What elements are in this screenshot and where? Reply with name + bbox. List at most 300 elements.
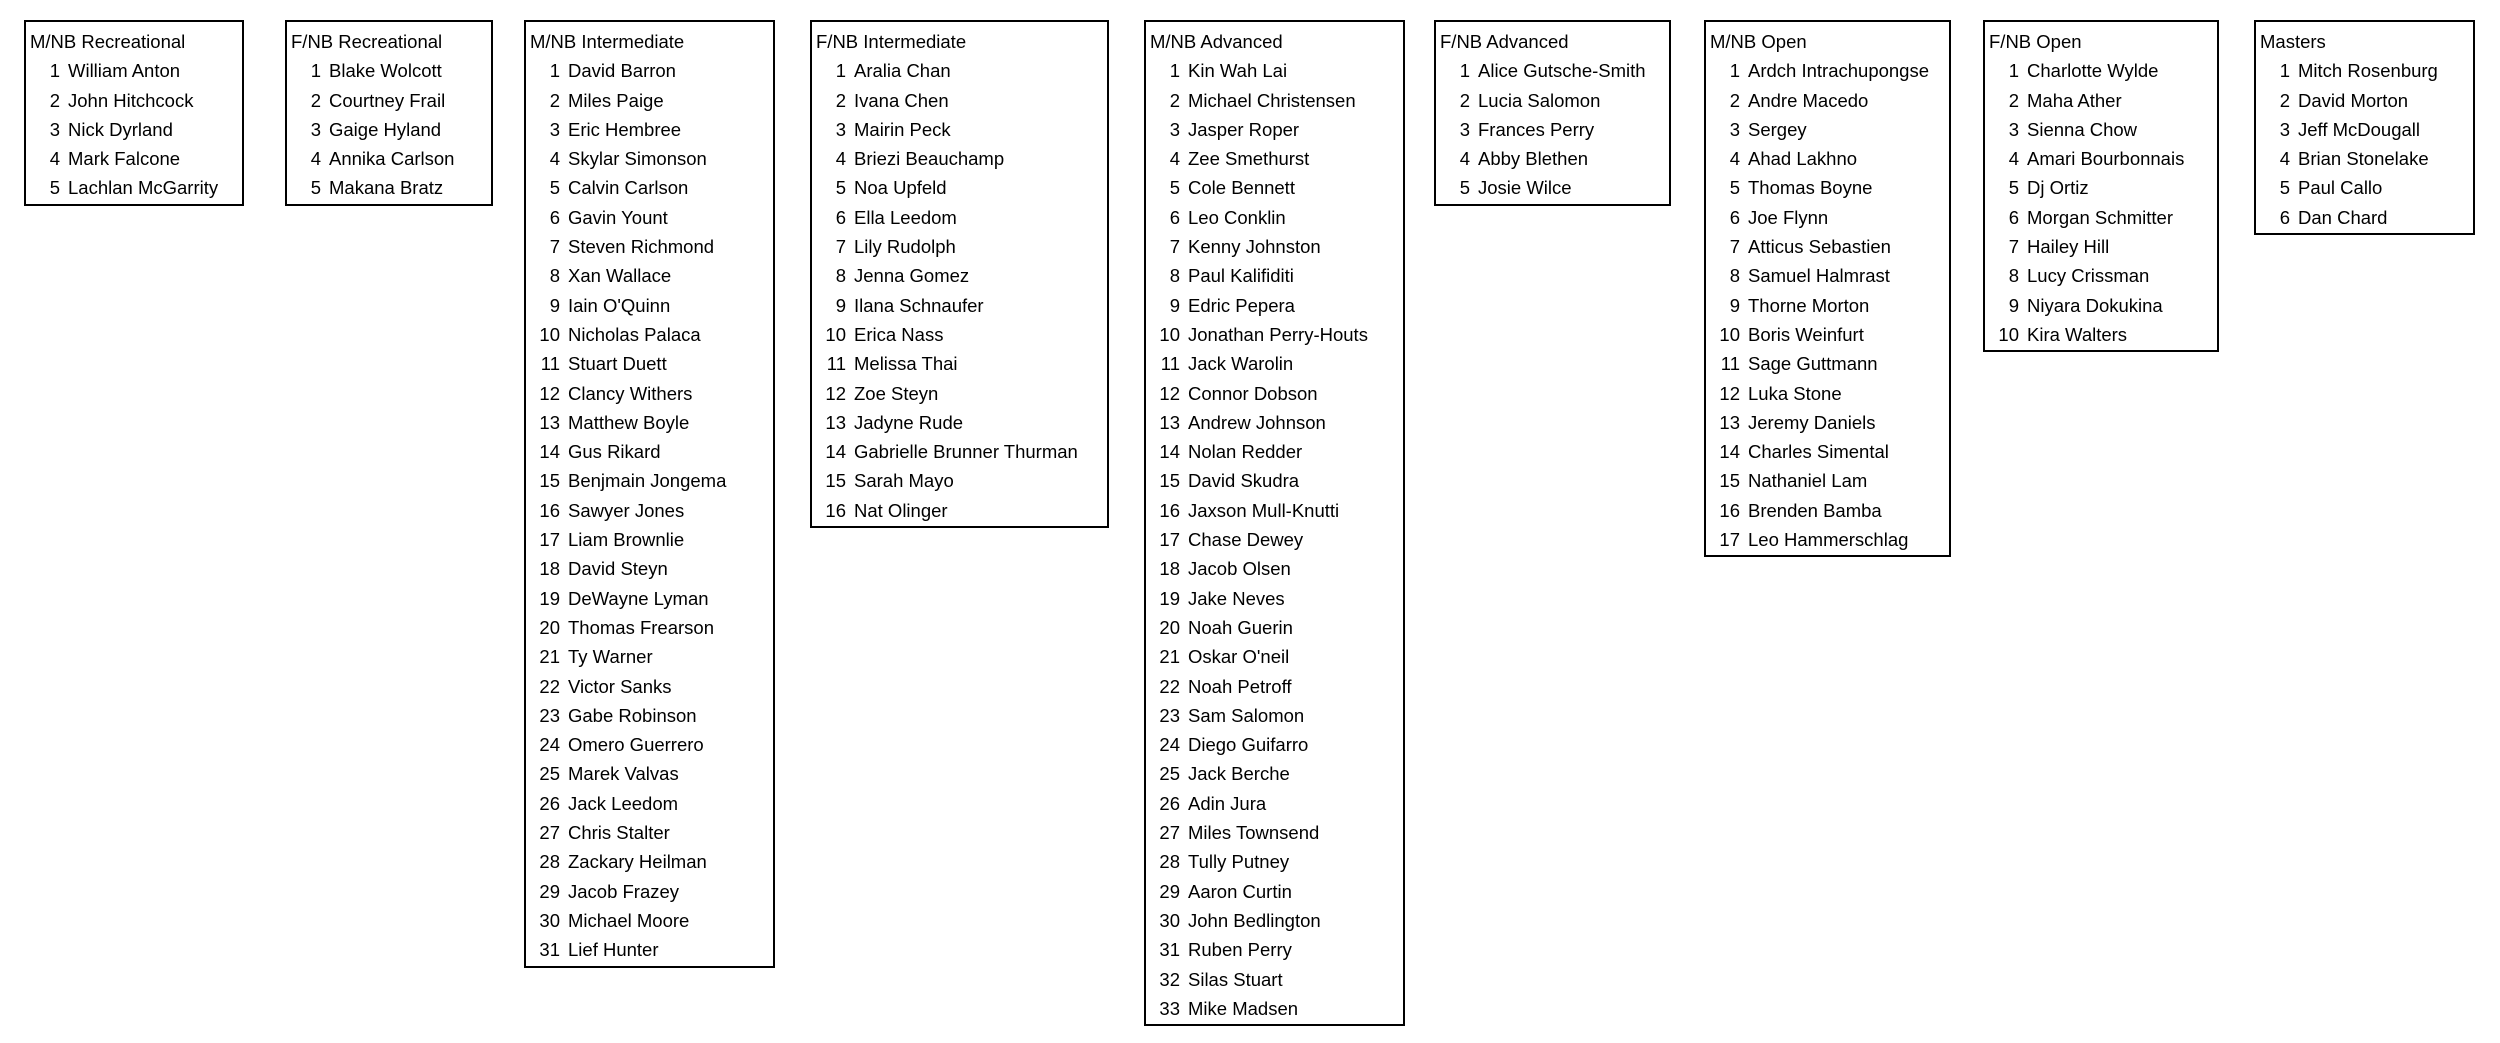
competitor-name: Mitch Rosenburg — [2298, 60, 2438, 82]
competitor-name: Niyara Dokukina — [2027, 294, 2163, 316]
rank-number: 29 — [1159, 880, 1180, 902]
competitor-name: Jonathan Perry-Houts — [1188, 323, 1368, 345]
rank-number: 4 — [1459, 148, 1470, 170]
rank-number: 24 — [1159, 734, 1180, 756]
list-item — [1146, 261, 1403, 290]
rank-number: 15 — [825, 470, 846, 492]
list-item — [812, 261, 1107, 290]
rank-number: 19 — [539, 587, 560, 609]
list-item — [1146, 379, 1403, 408]
rank-number: 31 — [539, 939, 560, 961]
list-item — [526, 466, 773, 495]
division-box-mnb-intermediate — [524, 20, 775, 968]
competitor-name: David Barron — [568, 60, 676, 82]
rank-list — [287, 56, 491, 202]
competitor-name: Makana Bratz — [329, 177, 444, 199]
competitor-name: Zackary Heilman — [568, 851, 707, 873]
rank-number: 11 — [540, 353, 560, 375]
list-item — [526, 789, 773, 818]
list-item — [1146, 203, 1403, 232]
list-item — [1985, 291, 2217, 320]
list-item — [1985, 144, 2217, 173]
rank-number: 25 — [539, 763, 560, 785]
division-title: M/NB Advanced — [1150, 31, 1283, 52]
competitor-name: Diego Guifarro — [1188, 734, 1309, 756]
competitor-name: Steven Richmond — [568, 236, 715, 258]
competitor-name: Charles Simental — [1748, 441, 1889, 463]
competitor-name: Noah Petroff — [1188, 675, 1292, 697]
competitor-name: Ella Leedom — [854, 206, 957, 228]
competitor-name: Sarah Mayo — [854, 470, 954, 492]
list-item — [1706, 496, 1949, 525]
list-item — [26, 173, 242, 202]
rank-number: 20 — [539, 616, 560, 638]
rank-number: 22 — [539, 675, 560, 697]
competitor-name: Miles Paige — [568, 89, 664, 111]
competitor-name: Gavin Yount — [568, 206, 668, 228]
list-item — [812, 349, 1107, 378]
list-item — [1985, 86, 2217, 115]
list-item — [1985, 320, 2217, 349]
division-box-masters — [2254, 20, 2475, 235]
list-item — [1146, 789, 1403, 818]
list-item — [1146, 115, 1403, 144]
competitor-name: Dan Chard — [2298, 206, 2388, 228]
rank-number: 1 — [549, 60, 560, 82]
list-item — [1436, 115, 1669, 144]
competitor-name: Samuel Halmrast — [1748, 265, 1890, 287]
rank-number: 31 — [1159, 939, 1180, 961]
competitor-name: Nolan Redder — [1188, 441, 1303, 463]
division-title: F/NB Intermediate — [816, 31, 967, 52]
rank-number: 9 — [1729, 294, 1740, 316]
rank-number: 1 — [835, 60, 846, 82]
list-item — [526, 496, 773, 525]
rank-number: 1 — [2279, 60, 2290, 82]
list-item — [1985, 203, 2217, 232]
list-item — [526, 349, 773, 378]
competitor-name: Stuart Duett — [568, 353, 667, 375]
competitor-name: Ivana Chen — [854, 89, 949, 111]
competitor-name: Sage Guttmann — [1748, 353, 1878, 375]
competitor-name: Paul Callo — [2298, 177, 2383, 199]
rank-number: 6 — [1729, 206, 1740, 228]
competitor-name: Boris Weinfurt — [1748, 323, 1864, 345]
division-box-mnb-open — [1704, 20, 1951, 557]
rank-number: 5 — [835, 177, 846, 199]
competitor-name: Jaxson Mull-Knutti — [1188, 499, 1340, 521]
list-item — [1146, 613, 1403, 642]
list-item — [26, 56, 242, 85]
list-item — [1985, 115, 2217, 144]
competitor-name: Benjmain Jongema — [568, 470, 727, 492]
rank-number: 6 — [835, 206, 846, 228]
list-item — [526, 672, 773, 701]
competitor-name: Aaron Curtin — [1188, 880, 1292, 902]
competitor-name: Ilana Schnaufer — [854, 294, 984, 316]
list-item — [1146, 496, 1403, 525]
list-item — [1706, 408, 1949, 437]
rank-number: 28 — [539, 851, 560, 873]
competitor-name: Mike Madsen — [1188, 997, 1299, 1019]
rank-number: 4 — [1729, 148, 1740, 170]
competitor-name: Sergey — [1748, 118, 1807, 140]
list-item — [1146, 144, 1403, 173]
competitor-name: Thorne Morton — [1748, 294, 1870, 316]
list-item — [526, 379, 773, 408]
rank-number: 15 — [1159, 470, 1180, 492]
list-item — [26, 115, 242, 144]
competitor-name: Gaige Hyland — [329, 118, 442, 140]
rank-number: 14 — [539, 441, 560, 463]
competitor-name: Michael Moore — [568, 909, 690, 931]
list-item — [1985, 56, 2217, 85]
competitor-name: Sienna Chow — [2027, 118, 2138, 140]
list-item — [526, 408, 773, 437]
list-item — [526, 291, 773, 320]
rank-number: 15 — [1719, 470, 1740, 492]
rank-number: 3 — [310, 118, 321, 140]
rank-number: 4 — [310, 148, 321, 170]
competitor-name: Jeff McDougall — [2298, 118, 2421, 140]
list-item — [1985, 232, 2217, 261]
list-item — [1146, 466, 1403, 495]
competitor-name: Aralia Chan — [854, 60, 951, 82]
competitor-name: Nat Olinger — [854, 499, 948, 521]
list-item — [1706, 115, 1949, 144]
rank-number: 3 — [2279, 118, 2290, 140]
list-item — [526, 56, 773, 85]
rank-number: 24 — [539, 734, 560, 756]
competitor-name: Victor Sanks — [568, 675, 672, 697]
list-item — [287, 144, 491, 173]
rank-list — [1706, 56, 1949, 554]
competitor-name: Erica Nass — [854, 323, 944, 345]
rank-number: 4 — [2279, 148, 2290, 170]
list-item — [1706, 232, 1949, 261]
rank-number: 9 — [1169, 294, 1180, 316]
competitor-name: Morgan Schmitter — [2027, 206, 2173, 228]
competitor-name: Brian Stonelake — [2298, 148, 2429, 170]
list-item — [287, 115, 491, 144]
competitor-name: Matthew Boyle — [568, 411, 690, 433]
division-box-mnb-recreational — [24, 20, 244, 206]
competitor-name: Connor Dobson — [1188, 382, 1318, 404]
list-item — [526, 759, 773, 788]
competitor-name: Noah Guerin — [1188, 616, 1293, 638]
list-item — [287, 56, 491, 85]
list-item — [1706, 56, 1949, 85]
rank-number: 5 — [49, 177, 60, 199]
rank-number: 2 — [1169, 89, 1180, 111]
list-item — [812, 232, 1107, 261]
list-item — [1146, 701, 1403, 730]
list-item — [1436, 86, 1669, 115]
rank-number: 5 — [2279, 177, 2290, 199]
competitor-name: Jacob Olsen — [1188, 558, 1291, 580]
rank-number: 9 — [2008, 294, 2019, 316]
list-item — [1146, 759, 1403, 788]
list-item — [1146, 232, 1403, 261]
competitor-name: Marek Valvas — [568, 763, 679, 785]
rank-number: 26 — [539, 792, 560, 814]
competitor-name: Edric Pepera — [1188, 294, 1295, 316]
rank-number: 26 — [1159, 792, 1180, 814]
rank-number: 18 — [1159, 558, 1180, 580]
competitor-name: Andrew Johnson — [1188, 411, 1326, 433]
rank-number: 10 — [539, 323, 560, 345]
list-item — [1146, 56, 1403, 85]
rank-list — [526, 56, 773, 964]
rank-number: 13 — [539, 411, 560, 433]
rank-number: 2 — [549, 89, 560, 111]
rank-number: 23 — [1159, 704, 1180, 726]
competitor-name: Kin Wah Lai — [1188, 60, 1288, 82]
competitor-name: Skylar Simonson — [568, 148, 707, 170]
rank-number: 12 — [1159, 382, 1180, 404]
competitor-name: Sawyer Jones — [568, 499, 685, 521]
competitor-name: Ahad Lakhno — [1748, 148, 1858, 170]
rank-number: 8 — [2008, 265, 2019, 287]
list-item — [526, 86, 773, 115]
rank-number: 9 — [549, 294, 560, 316]
competitor-name: Iain O'Quinn — [568, 294, 671, 316]
division-box-fnb-recreational — [285, 20, 493, 206]
competitor-name: Kira Walters — [2027, 323, 2128, 345]
rank-number: 8 — [549, 265, 560, 287]
list-item — [812, 203, 1107, 232]
rank-number: 14 — [1159, 441, 1180, 463]
competitor-name: Josie Wilce — [1478, 177, 1572, 199]
list-item — [526, 554, 773, 583]
list-item — [526, 437, 773, 466]
rank-number: 4 — [1169, 148, 1180, 170]
rank-number: 16 — [539, 499, 560, 521]
list-item — [1146, 554, 1403, 583]
competitor-name: Blake Wolcott — [329, 60, 442, 82]
list-item — [812, 56, 1107, 85]
list-item — [526, 642, 773, 671]
list-item — [1146, 584, 1403, 613]
division-title: Masters — [2260, 31, 2326, 52]
competitor-name: Nick Dyrland — [68, 118, 173, 140]
rank-number: 3 — [1729, 118, 1740, 140]
rank-number: 17 — [1719, 529, 1740, 551]
competitor-name: Tully Putney — [1188, 851, 1290, 873]
competitor-name: Jake Neves — [1188, 587, 1285, 609]
competitor-name: Alice Gutsche-Smith — [1478, 60, 1646, 82]
list-item — [1146, 965, 1403, 994]
list-item — [1706, 349, 1949, 378]
list-item — [26, 144, 242, 173]
competitor-name: Nathaniel Lam — [1748, 470, 1868, 492]
list-item — [526, 730, 773, 759]
list-item — [287, 173, 491, 202]
rank-number: 15 — [539, 470, 560, 492]
competitor-name: Zee Smethurst — [1188, 148, 1310, 170]
rank-number: 2 — [49, 89, 60, 111]
competitor-name: Gabrielle Brunner Thurman — [854, 441, 1078, 463]
competitor-name: Ty Warner — [568, 646, 653, 668]
competitor-name: Adin Jura — [1188, 792, 1267, 814]
competitor-name: Briezi Beauchamp — [854, 148, 1005, 170]
rank-number: 2 — [835, 89, 846, 111]
competitor-name: David Morton — [2298, 89, 2409, 111]
list-item — [1706, 261, 1949, 290]
list-item — [1706, 466, 1949, 495]
list-item — [526, 935, 773, 964]
list-item — [526, 261, 773, 290]
rank-number: 18 — [539, 558, 560, 580]
list-item — [1706, 86, 1949, 115]
list-item — [526, 701, 773, 730]
list-item — [1706, 320, 1949, 349]
rank-number: 32 — [1159, 968, 1180, 990]
list-item — [1985, 261, 2217, 290]
competitor-name: Mairin Peck — [854, 118, 951, 140]
division-title: M/NB Intermediate — [530, 31, 685, 52]
competitor-name: Lucia Salomon — [1478, 89, 1601, 111]
division-title: F/NB Open — [1989, 31, 2082, 52]
division-box-mnb-advanced — [1144, 20, 1405, 1026]
list-item — [2256, 203, 2473, 232]
list-item — [1146, 86, 1403, 115]
rank-number: 4 — [49, 148, 60, 170]
competitor-name: Atticus Sebastien — [1748, 236, 1891, 258]
list-item — [526, 144, 773, 173]
list-item — [812, 291, 1107, 320]
list-item — [1146, 525, 1403, 554]
division-box-fnb-intermediate — [810, 20, 1109, 528]
competitor-name: Sam Salomon — [1188, 704, 1305, 726]
competitor-name: Thomas Frearson — [568, 616, 714, 638]
competitor-name: Oskar O'neil — [1188, 646, 1290, 668]
list-item — [526, 906, 773, 935]
competitor-name: Gabe Robinson — [568, 704, 697, 726]
rank-number: 13 — [825, 411, 846, 433]
rank-number: 1 — [1459, 60, 1470, 82]
competitor-name: Hailey Hill — [2027, 236, 2110, 258]
competitor-name: Chase Dewey — [1188, 529, 1304, 551]
competitor-name: Frances Perry — [1478, 118, 1595, 140]
list-item — [287, 86, 491, 115]
rank-list — [1436, 56, 1669, 202]
list-item — [1146, 906, 1403, 935]
rank-list — [1985, 56, 2217, 349]
list-item — [526, 877, 773, 906]
competitor-name: Xan Wallace — [568, 265, 672, 287]
competitor-name: Chris Stalter — [568, 822, 670, 844]
rank-list — [2256, 56, 2473, 232]
rank-number: 10 — [1998, 323, 2019, 345]
competitor-name: Leo Hammerschlag — [1748, 529, 1909, 551]
rank-number: 5 — [549, 177, 560, 199]
rank-list — [26, 56, 242, 202]
rank-list — [1146, 56, 1403, 1023]
rank-number: 30 — [539, 909, 560, 931]
list-item — [526, 818, 773, 847]
rank-number: 19 — [1159, 587, 1180, 609]
list-item — [1146, 320, 1403, 349]
list-item — [526, 232, 773, 261]
list-item — [1146, 173, 1403, 202]
rank-number: 29 — [539, 880, 560, 902]
competitor-name: John Hitchcock — [68, 89, 194, 111]
rank-number: 22 — [1159, 675, 1180, 697]
competitor-name: Paul Kalifiditi — [1188, 265, 1294, 287]
list-item — [812, 86, 1107, 115]
rank-number: 3 — [835, 118, 846, 140]
rank-number: 2 — [2008, 89, 2019, 111]
list-item — [812, 466, 1107, 495]
competitor-name: Lachlan McGarrity — [68, 177, 219, 199]
rank-number: 4 — [835, 148, 846, 170]
list-item — [526, 613, 773, 642]
rank-number: 11 — [826, 353, 846, 375]
competitor-name: Charlotte Wylde — [2027, 60, 2159, 82]
list-item — [526, 847, 773, 876]
competitor-name: Jasper Roper — [1188, 118, 1300, 140]
competitor-name: Zoe Steyn — [854, 382, 939, 404]
rank-number: 7 — [549, 236, 560, 258]
list-item — [526, 203, 773, 232]
competitor-name: Jadyne Rude — [854, 411, 964, 433]
competitor-name: Nicholas Palaca — [568, 323, 701, 345]
division-title: M/NB Recreational — [30, 31, 186, 52]
rank-number: 17 — [1159, 529, 1180, 551]
rank-number: 7 — [2008, 236, 2019, 258]
division-title: F/NB Advanced — [1440, 31, 1569, 52]
competitor-name: Thomas Boyne — [1748, 177, 1873, 199]
rank-number: 12 — [1719, 382, 1740, 404]
competitor-name: Luka Stone — [1748, 382, 1842, 404]
rank-number: 27 — [1159, 822, 1180, 844]
competitor-name: Amari Bourbonnais — [2027, 148, 2185, 170]
competitor-name: Eric Hembree — [568, 118, 682, 140]
rank-number: 1 — [1169, 60, 1180, 82]
list-item — [1146, 935, 1403, 964]
list-item — [26, 86, 242, 115]
competitor-name: Melissa Thai — [854, 353, 958, 375]
competitor-name: Jenna Gomez — [854, 265, 970, 287]
division-title: M/NB Open — [1710, 31, 1807, 52]
list-item — [526, 320, 773, 349]
list-item — [812, 408, 1107, 437]
list-item — [1706, 144, 1949, 173]
competitor-name: Clancy Withers — [568, 382, 693, 404]
list-item — [1436, 56, 1669, 85]
competitor-name: Calvin Carlson — [568, 177, 689, 199]
competitor-name: Mark Falcone — [68, 148, 181, 170]
list-item — [1706, 525, 1949, 554]
competitor-name: John Bedlington — [1188, 909, 1321, 931]
rank-number: 2 — [310, 89, 321, 111]
list-item — [1146, 642, 1403, 671]
rank-number: 10 — [825, 323, 846, 345]
rank-number: 33 — [1159, 997, 1180, 1019]
rank-number: 4 — [549, 148, 560, 170]
rank-number: 3 — [549, 118, 560, 140]
rank-number: 10 — [1159, 323, 1180, 345]
list-item — [2256, 115, 2473, 144]
division-box-fnb-advanced — [1434, 20, 1671, 206]
rank-number: 8 — [835, 265, 846, 287]
rank-number: 1 — [49, 60, 60, 82]
competitor-name: Liam Brownlie — [568, 529, 685, 551]
list-item — [526, 525, 773, 554]
competitor-name: Michael Christensen — [1188, 89, 1356, 111]
rank-number: 2 — [1729, 89, 1740, 111]
